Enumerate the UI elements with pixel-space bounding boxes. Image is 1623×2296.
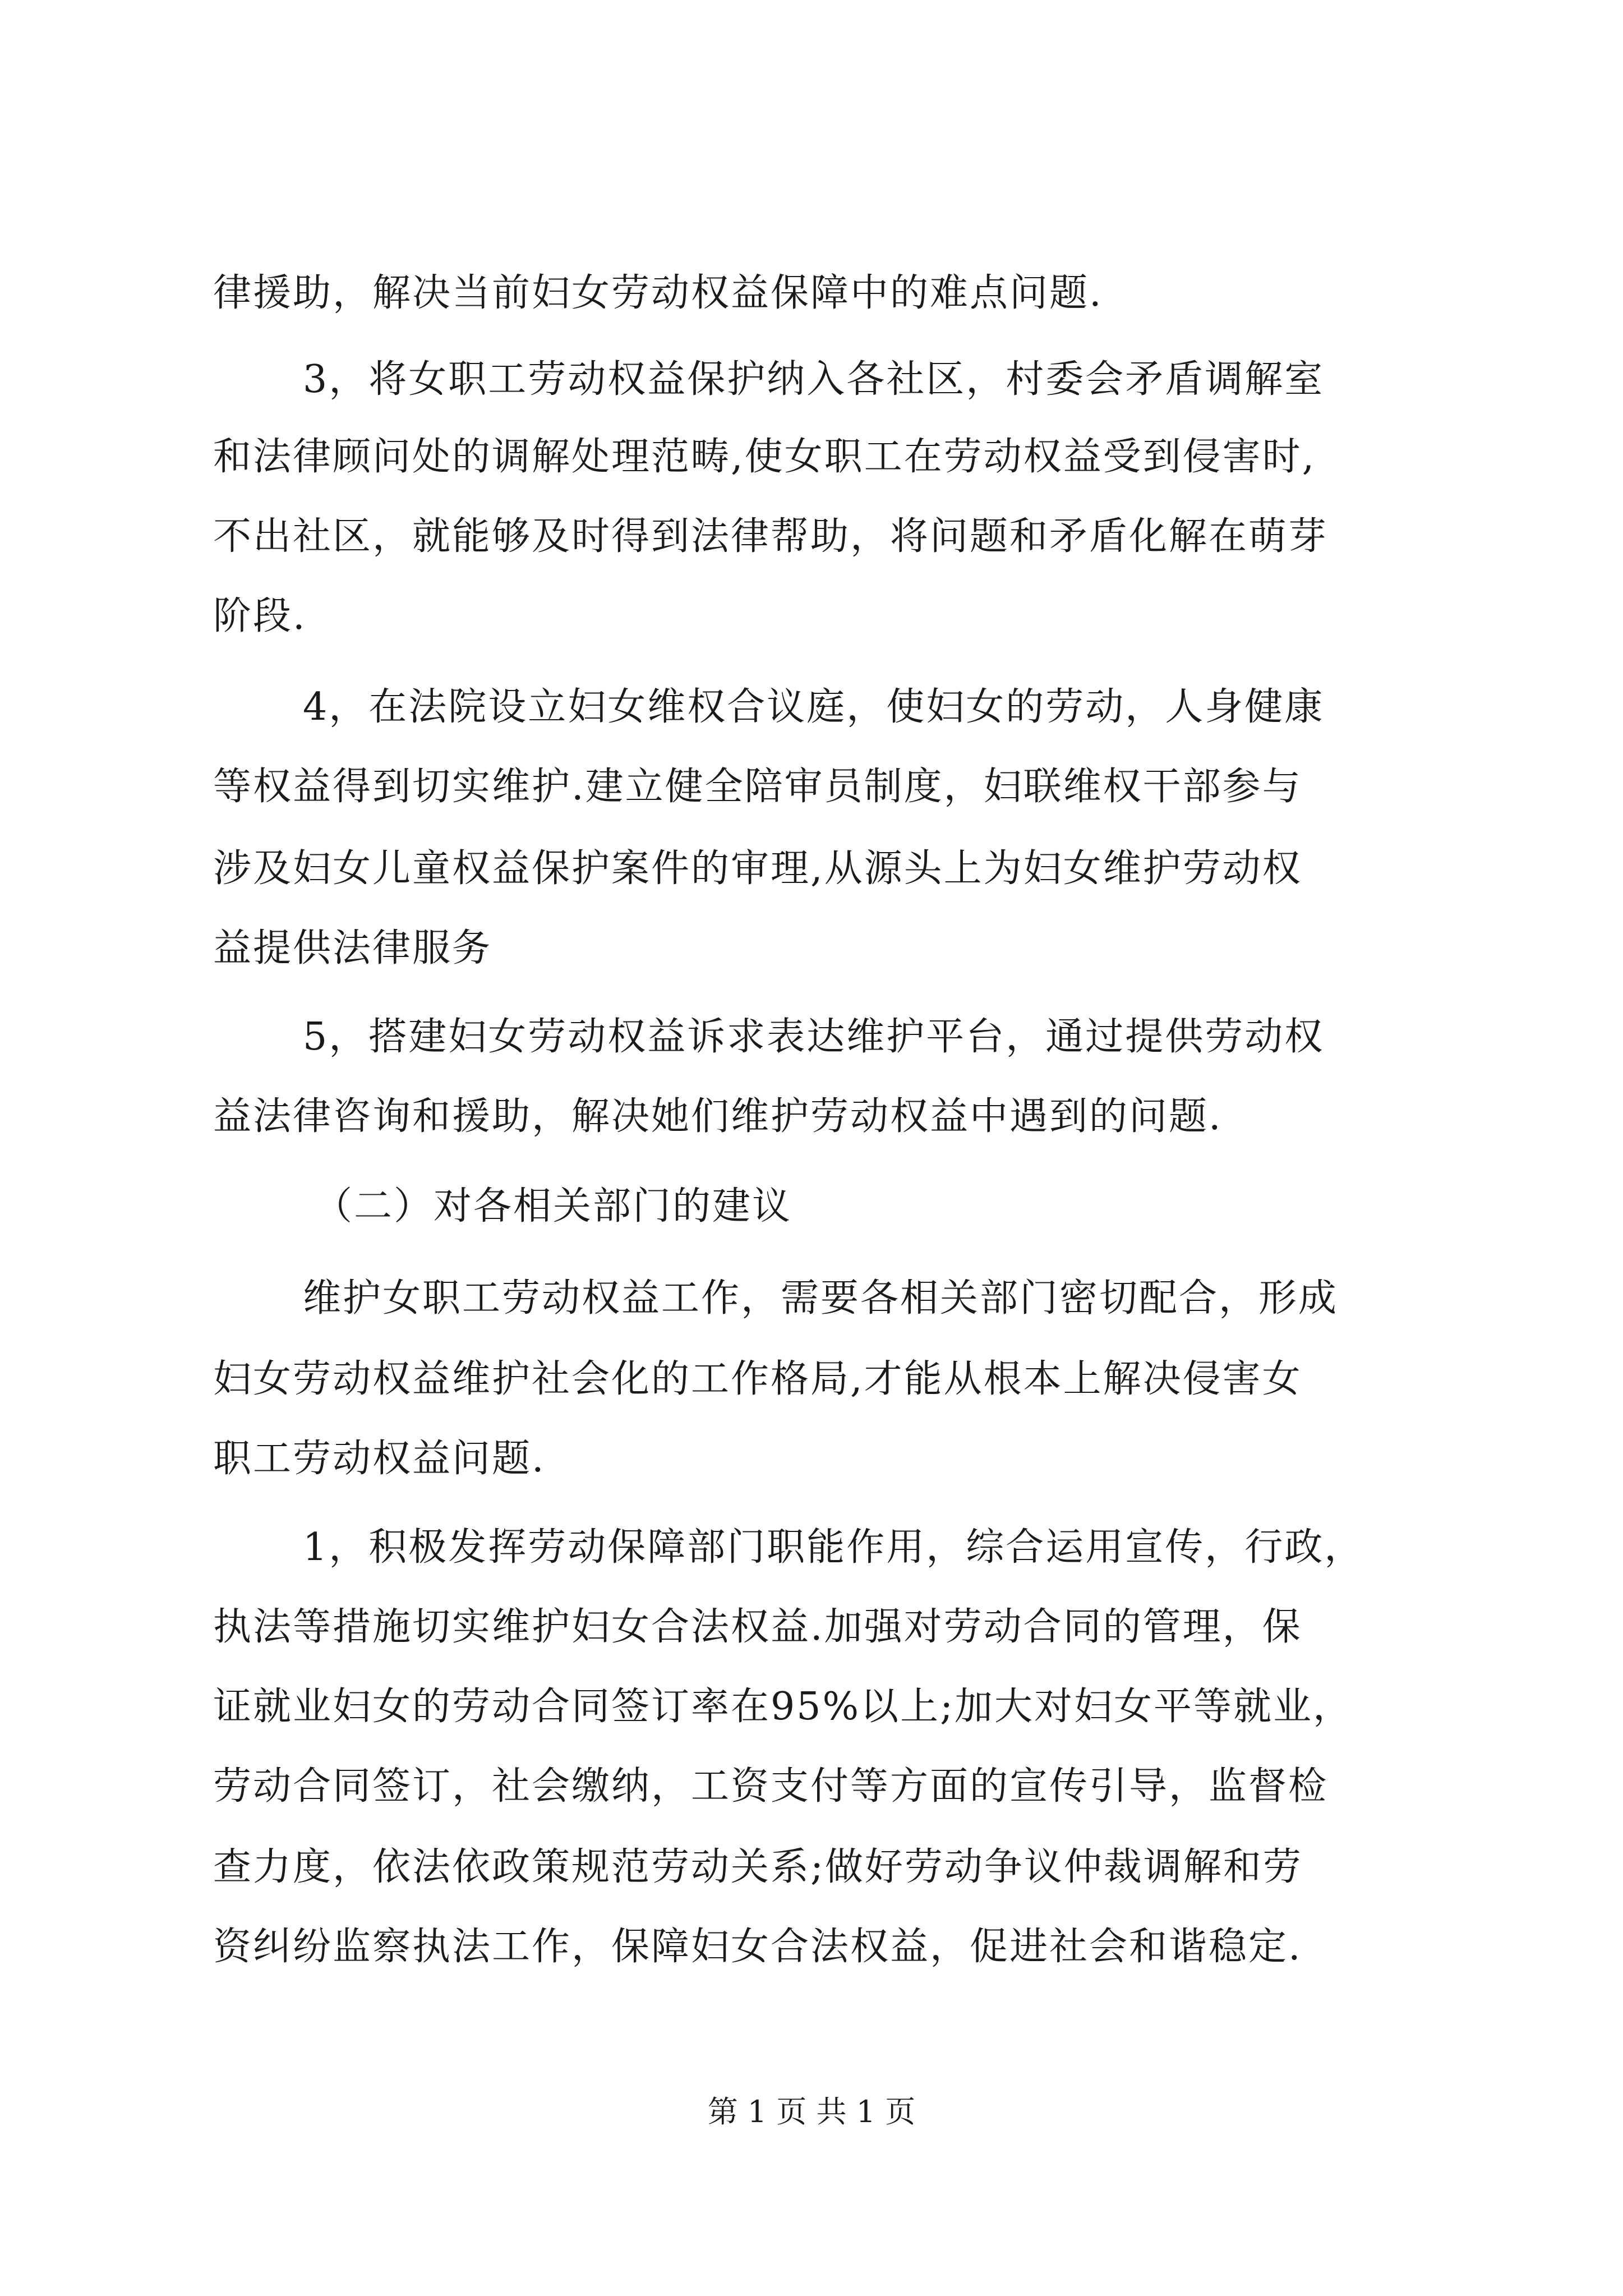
paragraph-line: 4，在法院设立妇女维权合议庭，使妇女的劳动，人身健康 — [303, 685, 1325, 729]
paragraph-line: 妇女劳动权益维护社会化的工作格局,才能从根本上解决侵害女 — [213, 1357, 1302, 1401]
paragraph-line: 律援助，解决当前妇女劳动权益保障中的难点问题. — [213, 271, 1103, 315]
paragraph-line: 维护女职工劳动权益工作，需要各相关部门密切配合，形成 — [303, 1276, 1339, 1320]
paragraph-line: 等权益得到切实维护.建立健全陪审员制度，妇联维权干部参与 — [213, 765, 1302, 809]
section-heading: （二）对各相关部门的建议 — [314, 1184, 792, 1228]
paragraph-line: 益提供法律服务 — [213, 926, 492, 970]
paragraph-line: 职工劳动权益问题. — [213, 1437, 546, 1481]
paragraph-line: 不出社区，就能够及时得到法律帮助，将问题和矛盾化解在萌芽 — [213, 514, 1329, 559]
page-footer: 第 1 页 共 1 页 — [707, 2094, 916, 2129]
paragraph-line: 和法律顾问处的调解处理范畴,使女职工在劳动权益受到侵害时, — [213, 435, 1316, 479]
paragraph-line: 查力度，依法依政策规范劳动关系;做好劳动争议仲裁调解和劳 — [213, 1845, 1303, 1889]
paragraph-line: 执法等措施切实维护妇女合法权益.加强对劳动合同的管理，保 — [213, 1605, 1302, 1649]
paragraph-line: 阶段. — [213, 594, 307, 638]
paragraph-line: 益法律咨询和援助，解决她们维护劳动权益中遇到的问题. — [213, 1094, 1223, 1139]
paragraph-line: 涉及妇女儿童权益保护案件的审理,从源头上为妇女维护劳动权 — [213, 846, 1302, 891]
paragraph-line: 资纠纷监察执法工作，保障妇女合法权益，促进社会和谐稳定. — [213, 1925, 1302, 1969]
paragraph-line: 劳动合同签订，社会缴纳，工资支付等方面的宣传引导，监督检 — [213, 1764, 1329, 1809]
paragraph-line: 3，将女职工劳动权益保护纳入各社区，村委会矛盾调解室 — [303, 357, 1325, 402]
paragraph-line: 证就业妇女的劳动合同签订率在95%以上;加大对妇女平等就业， — [213, 1685, 1353, 1729]
paragraph-line: 1，积极发挥劳动保障部门职能作用，综合运用宣传，行政， — [303, 1525, 1364, 1570]
paragraph-line: 5，搭建妇女劳动权益诉求表达维护平台，通过提供劳动权 — [303, 1015, 1325, 1059]
